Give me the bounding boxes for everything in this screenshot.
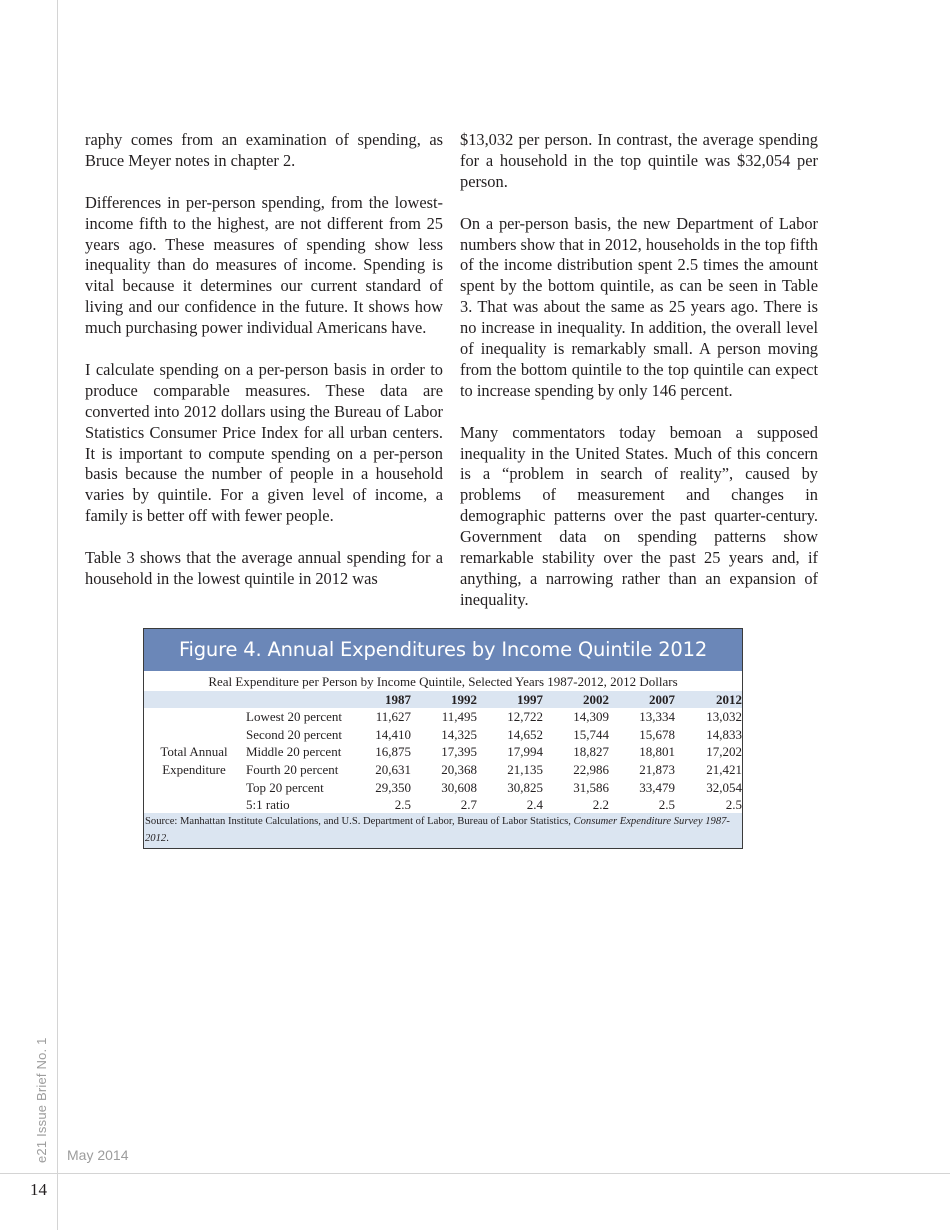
- paragraph: $13,032 per person. In contrast, the average spending for a household in the top quintile was $32,054 per person.: [460, 130, 818, 191]
- paragraph: Many commentators today bemoan a supposed inequality in the United States. Much of this concern is a “problem in search of reality”, caused by problems of measurement and changes in demographic patterns over the past quarter-century. Government data on spending patterns show remarkable stability over the past 25 years and, if anything, a narrowing rather than an expansion of inequality.: [460, 422, 818, 609]
- figure-source: [144, 813, 742, 848]
- table-cell: 2.2: [592, 797, 609, 813]
- table-cell: 15,678: [639, 726, 675, 742]
- paragraph: raphy comes from an examination of spending, as Bruce Meyer notes in chapter 2.: [85, 130, 443, 170]
- margin-rule-vertical: [57, 0, 58, 1230]
- table-cell: 30,825: [507, 779, 543, 795]
- table-cell: 14,410: [375, 726, 411, 742]
- table-cell: 2.5: [394, 797, 411, 813]
- table-cell: 14,652: [507, 726, 543, 742]
- table-cell: 18,801: [639, 744, 675, 760]
- source-end: .: [166, 832, 169, 844]
- group-label-blank: [144, 726, 244, 743]
- paragraph: Table 3 shows that the average annual spending for a household in the lowest quintile in 2012 was: [85, 548, 443, 588]
- table-row: [144, 726, 742, 743]
- table-cell: 17,202: [706, 744, 742, 760]
- paragraph: I calculate spending on a per-person basis in order to produce comparable measures. These data are converted into 2012 dollars using the Bureau of Labor Statistics Consumer Price Index for all urban centers. It is important to compute spending on a per-person basis because the number of people in a household varies by quintile. For a given level of income, a family is better off with fewer people.: [85, 359, 443, 526]
- row-label: Middle 20 percent: [246, 744, 342, 760]
- table-cell: 13,032: [706, 709, 742, 725]
- table-cell: 30,608: [441, 779, 477, 795]
- header-blank: [244, 691, 355, 708]
- figure-title: Figure 4. Annual Expenditures by Income Quintile 2012: [144, 629, 742, 671]
- table-cell: 21,135: [507, 762, 543, 778]
- row-label: Lowest 20 percent: [246, 709, 343, 725]
- row-label: Fourth 20 percent: [246, 762, 339, 778]
- source-title: Consumer Expenditure Survey 1987-2012: [145, 816, 730, 844]
- group-label: Total Annual: [160, 743, 228, 759]
- group-label-blank: [144, 779, 244, 796]
- year-header: 1987: [355, 691, 411, 708]
- table-cell: 12,722: [507, 709, 543, 725]
- table-cell: 2.5: [725, 797, 742, 813]
- table-cell: 11,627: [375, 709, 411, 725]
- table-cell: 16,875: [375, 744, 411, 760]
- figure-subtitle: Real Expenditure per Person by Income Quintile, Selected Years 1987-2012, 2012 Dollars: [208, 674, 678, 689]
- table-cell: 13,334: [639, 709, 675, 725]
- table-cell: 21,873: [639, 762, 675, 778]
- table-cell: 22,986: [573, 762, 609, 778]
- table-row: [144, 779, 742, 796]
- table-row: [144, 743, 742, 761]
- table-cell: 33,479: [639, 779, 675, 795]
- table-cell: 17,395: [441, 744, 477, 760]
- header-blank: [144, 691, 244, 708]
- table-cell: 15,744: [573, 726, 609, 742]
- group-label-blank: [144, 708, 244, 725]
- table-cell: 20,368: [441, 762, 477, 778]
- table-row: [144, 796, 742, 813]
- year-header: 1997: [477, 691, 543, 708]
- table-cell: 29,350: [375, 779, 411, 795]
- table-cell: 14,833: [706, 726, 742, 742]
- source-text: Source: Manhattan Institute Calculations, and U.S. Department of Labor, Bureau of Labor Statistics,: [145, 816, 574, 828]
- publication-label: e21 Issue Brief No. 1: [34, 1037, 49, 1163]
- table-row: [144, 761, 742, 779]
- left-text-column: [85, 130, 443, 611]
- row-label: 5:1 ratio: [246, 797, 290, 813]
- year-header: 2002: [543, 691, 609, 708]
- row-label: Second 20 percent: [246, 726, 343, 742]
- table-cell: 2.4: [526, 797, 543, 813]
- table-cell: 18,827: [573, 744, 609, 760]
- table-cell: 14,325: [441, 726, 477, 742]
- publication-date: May 2014: [67, 1147, 129, 1163]
- table-cell: 2.5: [658, 797, 675, 813]
- paragraph: On a per-person basis, the new Department of Labor numbers show that in 2012, households in the top fifth of the income distribution spent 2.5 times the amount spent by the bottom quintile, as can be seen in Table 3. That was about the same as 25 years ago. There is no increase in inequality. In addition, the overall level of inequality is remarkably small. A person moving from the bottom quintile to the top quintile can expect to increase spending by only 146 percent.: [460, 213, 818, 400]
- footer-rule: [0, 1173, 950, 1174]
- group-label: Expenditure: [162, 761, 226, 777]
- table-row: [144, 708, 742, 725]
- table-cell: 11,495: [441, 709, 477, 725]
- table-header-row: [144, 691, 742, 708]
- table-cell: 21,421: [706, 762, 742, 778]
- year-header: 1992: [411, 691, 477, 708]
- table-cell: 20,631: [375, 762, 411, 778]
- right-text-column: [460, 130, 818, 632]
- table-cell: 14,309: [573, 709, 609, 725]
- row-label: Top 20 percent: [246, 779, 324, 795]
- paragraph: Differences in per-person spending, from the lowest-income fifth to the highest, are not different from 25 years ago. These measures of spending show less inequality than do measures of income. Spending is vital because it determines our current standard of living and our confidence in the future. It shows how much purchasing power individual Americans have.: [85, 192, 443, 338]
- table-cell: 17,994: [507, 744, 543, 760]
- expenditure-figure: [143, 628, 743, 849]
- table-cell: 32,054: [706, 779, 742, 795]
- year-header: 2012: [675, 691, 742, 708]
- page-number: 14: [30, 1180, 47, 1199]
- expenditure-table: [144, 691, 742, 813]
- table-cell: 31,586: [573, 779, 609, 795]
- table-cell: 2.7: [460, 797, 477, 813]
- year-header: 2007: [609, 691, 675, 708]
- group-label-blank: [144, 796, 244, 813]
